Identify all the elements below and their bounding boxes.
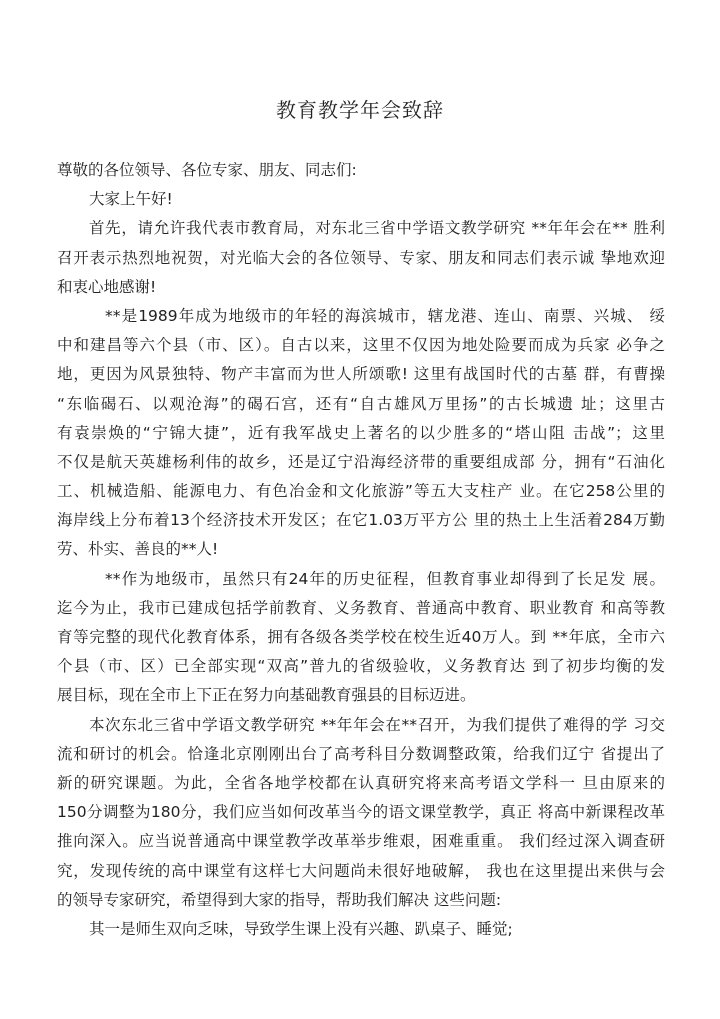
text-line: 迄今为止，我市已建成包括学前教育、义务教育、普通高中教育、职业教育 和高等教: [57, 598, 665, 617]
text-line: 流和研讨的机会。恰逢北京刚刚出台了高考科目分数调整政策，给我们辽宁 省提出了: [57, 744, 665, 763]
document-body: [57, 156, 665, 944]
paragraph: [57, 711, 665, 915]
text-line: **是1989年成为地级市的年轻的海滨城市，辖龙港、连山、南票、兴城、 绥: [105, 306, 665, 325]
text-line: 不仅是航天英雄杨利伟的故乡，还是辽宁沿海经济带的重要组成部 分，拥有“石油化: [57, 452, 665, 471]
text-line: 推向深入。应当说普通高中课堂教学改革举步维艰，困难重重。 我们经过深入调查研: [57, 832, 665, 851]
paragraph: [57, 565, 665, 711]
paragraph: [57, 156, 665, 185]
text-line: 海岸线上分布着13个经济技术开发区；在它1.03万平方公 里的热土上生活着284万勤: [57, 511, 665, 530]
text-line: 地，更因为风景独特、物产丰富而为世人所颂歌! 这里有战国时代的古墓 群，有曹操: [57, 365, 665, 384]
text-line: 本次东北三省中学语文教学研究 **年年会在**召开，为我们提供了难得的学 习交: [89, 715, 665, 734]
text-line: 新的研究课题。为此，全省各地学校都在认真研究将来高考语文学科一 旦由原来的: [57, 773, 665, 792]
text-line: 尊敬的各位领导、各位专家、朋友、同志们:: [57, 161, 357, 179]
text-line: 展目标，现在全市上下正在努力向基础教育强县的目标迈进。: [57, 686, 476, 705]
paragraph: [57, 214, 665, 302]
text-line: 首先，请允许我代表市教育局，对东北三省中学语文教学研究 **年年会在** 胜利: [89, 219, 665, 238]
text-line: “东临碣石、以观沧海”的碣石宫，还有“自古雄风万里扬”的古长城遗 址；这里古: [57, 394, 665, 413]
text-line: 其一是师生双向乏味，导致学生课上没有兴趣、趴桌子、睡觉;: [89, 919, 513, 938]
text-line: 的领导专家研究，希望得到大家的指导，帮助我们解决 这些问题:: [57, 890, 502, 909]
text-line: **作为地级市，虽然只有24年的历史征程，但教育事业却得到了长足发 展。: [105, 569, 665, 588]
text-line: 和衷心地感谢!: [57, 277, 157, 296]
paragraph: [57, 915, 665, 944]
text-line: 有袁崇焕的“宁锦大捷”，近有我军战史上著名的以少胜多的“塔山阻 击战”；这里: [57, 423, 665, 442]
text-line: 召开表示热烈地祝贺，对光临大会的各位领导、专家、朋友和同志们表示诚 挚地欢迎: [57, 248, 665, 267]
text-line: 育等完整的现代化教育体系，拥有各级各类学校在校生近40万人。到 **年底，全市六: [57, 628, 665, 646]
text-line: 中和建昌等六个县（市、区）。自古以来，这里不仅因为地处险要而成为兵家 必争之: [57, 336, 665, 355]
paragraph: [57, 302, 665, 565]
text-line: 劳、朴实、善良的**人!: [57, 540, 219, 559]
text-line: 150分调整为180分，我们应当如何改革当今的语文课堂教学，真正 将高中新课程改革: [57, 803, 665, 822]
text-line: 个县（市、区）已全部实现“双高”普九的省级验收，义务教育达 到了初步均衡的发: [57, 657, 665, 676]
paragraph: [57, 185, 665, 214]
document-title: 教育教学年会致辞: [276, 98, 444, 122]
text-line: 大家上午好!: [89, 190, 173, 209]
text-line: 工、机械造船、能源电力、有色冶金和文化旅游”等五大支柱产 业。在它258公里的: [57, 482, 665, 501]
text-line: 究，发现传统的高中课堂有这样七大问题尚未很好地破解， 我也在这里提出来供与会: [57, 861, 665, 880]
